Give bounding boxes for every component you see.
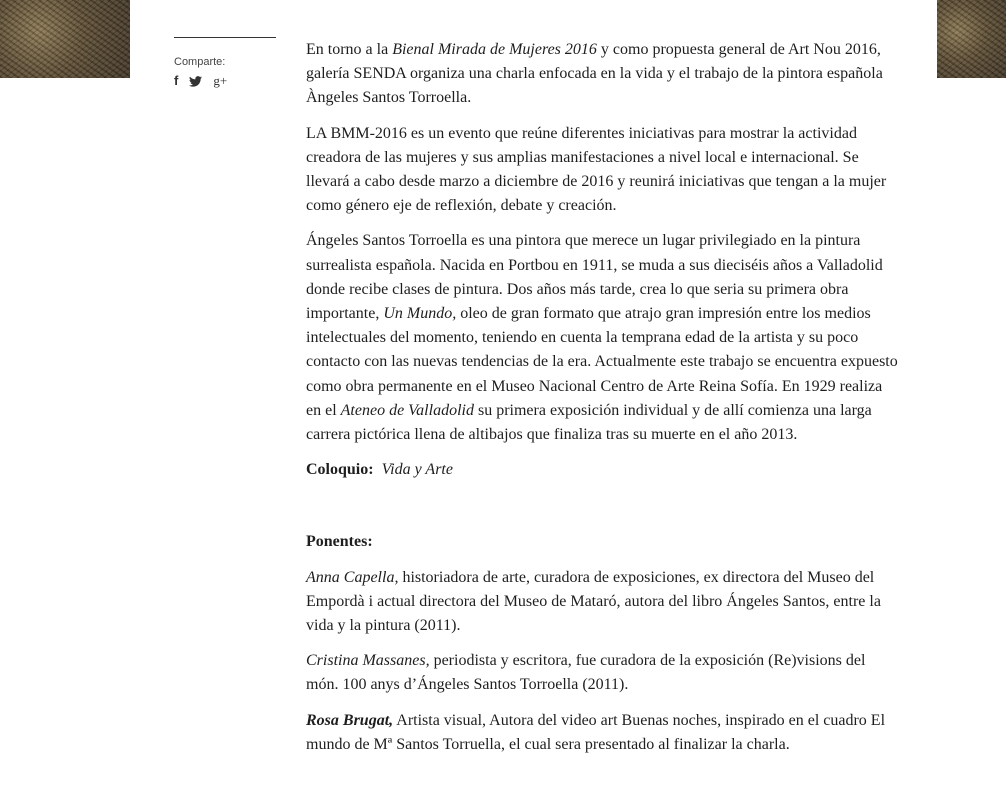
share-panel [174,37,276,88]
share-label: Comparte: [174,56,226,68]
spacer [306,493,898,530]
speaker-item [306,566,898,639]
speaker-name: Rosa Brugat, [306,711,394,729]
twitter-icon[interactable] [189,76,202,87]
ponentes-heading: Ponentes: [306,533,373,551]
google-plus-icon[interactable]: g+ [213,73,228,88]
paragraph-intro: En torno a la Bienal Mirada de Mujeres 2016 y como propuesta general de Art Nou 2016, galería SENDA organiza una charla enfocada en la vida y el trabajo de la pintora española Àngeles Santos Torroella. [306,41,883,107]
speaker-description: historiadora de arte, curadora de exposiciones, ex directora del Museo del Empordà i actual directora del Museo de Mataró, autora del libro Ángeles Santos, entre la vida y la pintura (2011). [306,568,881,635]
coloquio-label: Coloquio: [306,461,374,479]
speaker-item [306,709,898,757]
coloquio-title: Vida y Arte [373,461,453,479]
speaker-description: periodista y escritora, fue curadora de la exposición (Re)visions del món. 100 anys d’Ángeles Santos Torroella (2011). [306,652,866,694]
paragraph-bmm: LA BMM-2016 es un evento que reúne diferentes iniciativas para mostrar la actividad creadora de las mujeres y sus amplias manifestaciones a nivel local e internacional. Se llevará a cabo desde marzo a diciembre de 2016 y reunirá iniciativas que tengan a la mujer como género eje de reflexión, debate y creación. [306,124,887,215]
article-body [306,38,898,768]
artwork-title: Un Mundo, [383,305,457,323]
paragraph-biography: Ángeles Santos Torroella es una pintora que merece un lugar privilegiado en la pintura surrealista española. Nacida en Portbou en 1911, se muda a sus dieciséis años a Valladolid donde recibe clases de pintura. Dos años más tarde, crea lo que seria su primera obra importante, Un Mundo, oleo de gran formato que atrajo gran impresión entre los medios intelectuales del momento, teniendo en cuenta la temprana edad de la artista y su poco contacto con las nuevas tendencias de la era. Actualmente este trabajo se encuentra expuesto como obra permanente en el Museo Nacional Centro de Arte Reina Sofía. En 1929 realiza en el Ateneo de Valladolid su primera exposición individual y de allí comienza una larga carrera pictórica llena de altibajos que finaliza tras su muerte en el año 2013. [306,232,898,444]
facebook-icon[interactable]: f [174,73,179,88]
venue-title: Ateneo de Valladolid [340,401,474,419]
speaker-name: Anna Capella, [306,568,399,586]
speaker-name: Cristina Massanes, [306,652,430,670]
speaker-description: Artista visual, Autora del video art Buenas noches, inspirado en el cuadro El mundo de Mª Santos Torruella, el cual sera presentado al finalizar la charla. [306,711,886,753]
bienal-title: Bienal Mirada de Mujeres 2016 [392,41,597,58]
background-painting-right [937,0,1006,78]
share-icons [174,74,276,88]
background-painting-left [0,0,130,78]
coloquio-line [306,458,898,482]
speaker-item [306,649,898,697]
